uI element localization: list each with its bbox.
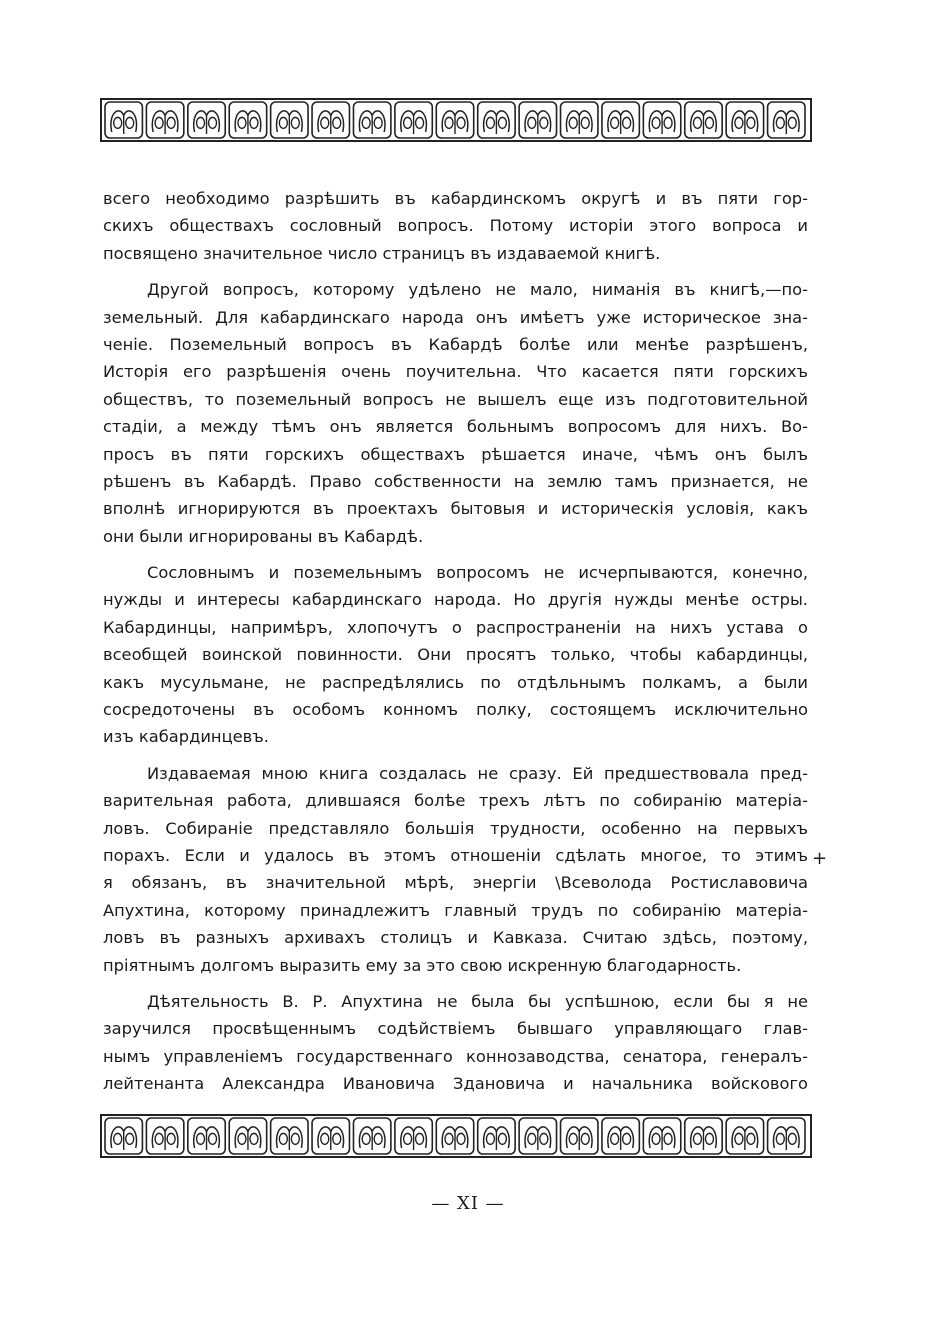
page-number: — XI — <box>431 1193 505 1214</box>
ornament-motif <box>602 1118 639 1154</box>
text-line: нужды и интересы кабардинскаго народа. Но другія нужды менѣе остры. <box>103 590 808 610</box>
text-line: заручился просвѣщеннымъ содѣйствіемъ бывшаго управляющаго глав- <box>103 1019 808 1039</box>
text-line: просъ въ пяти горскихъ обществахъ рѣшается иначе, чѣмъ онъ былъ <box>103 444 808 464</box>
text-line: я обязанъ, въ значительной мѣрѣ, энергіи \Всеволода Ростиславовича <box>103 873 808 893</box>
text-line: порахъ. Если и удалось въ этомъ отношеніи сдѣлать многое, то этимъ <box>103 845 808 865</box>
text-line: Издаваемая мною книга создалась не сразу. Ей предшествовала пред- <box>147 763 808 783</box>
body-text <box>103 185 808 1098</box>
ornament-motif <box>312 1118 349 1154</box>
text-line: какъ мусульмане, не распредѣлялись по отдѣльнымъ полкамъ, а были <box>103 672 808 692</box>
ornament-motif <box>188 102 225 138</box>
text-line: сосредоточены въ особомъ конномъ полку, состоящемъ исключительно <box>103 700 808 720</box>
ornament-motif <box>188 1118 225 1154</box>
paragraph <box>103 760 808 979</box>
bottom-ornamental-border <box>100 1114 812 1158</box>
ornament-motif <box>478 1118 515 1154</box>
ornament-motif <box>105 102 142 138</box>
text-line: ловъ въ разныхъ архивахъ столицъ и Кавказа. Считаю здѣсь, поэтому, <box>103 928 808 948</box>
ornament-motif <box>353 102 390 138</box>
ornament-motif <box>561 102 598 138</box>
text-line: они были игнорированы въ Кабардѣ. <box>103 526 424 546</box>
top-ornamental-border <box>100 98 812 142</box>
ornament-motif <box>726 102 763 138</box>
ornament-motif <box>478 102 515 138</box>
border-frame <box>101 1115 811 1157</box>
ornament-motif <box>436 102 473 138</box>
ornament-motif <box>146 102 183 138</box>
text-line: Исторія его разрѣшенія очень поучительна. Что касается пяти горскихъ <box>103 362 808 382</box>
text-line: стадіи, а между тѣмъ онъ является больнымъ вопросомъ для нихъ. Во- <box>103 417 808 437</box>
text-line: вполнѣ игнорируются въ проектахъ бытовыя и историческія условія, какъ <box>103 499 808 519</box>
ornament-motif <box>271 1118 308 1154</box>
paragraph <box>103 276 808 550</box>
ornament-motif <box>271 102 308 138</box>
ornament-motif <box>312 102 349 138</box>
text-line: ченіе. Поземельный вопросъ въ Кабардѣ болѣе или менѣе разрѣшенъ, <box>103 334 808 354</box>
text-line: Другой вопросъ, которому удѣлено не мало, ниманія въ книгѣ,—по- <box>147 280 808 300</box>
text-line: всего необходимо разрѣшить въ кабардинскомъ округѣ и въ пяти гор- <box>103 189 808 208</box>
margin-correction-mark: + <box>812 848 828 869</box>
text-line: варительная работа, длившаяся болѣе трехъ лѣтъ по собиранію матеріа- <box>103 791 808 811</box>
ornament-motif <box>519 1118 556 1154</box>
ornament-motif <box>685 102 722 138</box>
text-line: лейтенанта Александра Ивановича Здановича и начальника войскового <box>103 1074 808 1094</box>
text-line: Сословнымъ и поземельнымъ вопросомъ не исчерпываются, конечно, <box>147 563 808 583</box>
ornament-motif <box>436 1118 473 1154</box>
ornament-motif <box>643 102 680 138</box>
text-line: ловъ. Собираніе представляло большія трудности, особенно на первыхъ <box>103 818 808 838</box>
ornament-motif <box>685 1118 722 1154</box>
ornament-motif <box>643 1118 680 1154</box>
ornament-motif <box>395 102 432 138</box>
ornament-motif <box>353 1118 390 1154</box>
text-line: пріятнымъ долгомъ выразить ему за это свою искренную благодарность. <box>103 955 742 975</box>
border-frame <box>101 99 811 141</box>
ornament-motif <box>146 1118 183 1154</box>
text-line: скихъ обществахъ сословный вопросъ. Потому исторіи этого вопроса и <box>103 216 808 236</box>
text-line: изъ кабардинцевъ. <box>103 727 269 747</box>
text-line: рѣшенъ въ Кабардѣ. Право собственности на землю тамъ признается, не <box>103 471 808 491</box>
text-line: обществъ, то поземельный вопросъ не вышелъ еще изъ подготовительной <box>103 389 808 409</box>
text-line: Апухтина, которому принадлежитъ главный трудъ по собиранію матеріа- <box>103 900 808 920</box>
paragraph <box>103 559 808 751</box>
paragraph <box>103 988 808 1098</box>
text-line: нымъ управленіемъ государственнаго коннозаводства, сенатора, генералъ- <box>103 1046 808 1066</box>
ornament-motif <box>726 1118 763 1154</box>
ornament-motif <box>768 1118 805 1154</box>
paragraph <box>103 185 808 267</box>
text-line: Кабардинцы, напримѣръ, хлопочутъ о распространеніи на нихъ устава о <box>103 617 808 637</box>
ornament-motif <box>768 102 805 138</box>
text-line: земельный. Для кабардинскаго народа онъ имѣетъ уже историческое зна- <box>103 307 808 327</box>
text-line: Дѣятельность В. Р. Апухтина не была бы успѣшною, если бы я не <box>147 991 808 1011</box>
text-line: всеобщей воинской повинности. Они просятъ только, чтобы кабардинцы, <box>103 645 808 665</box>
ornament-motif <box>229 102 266 138</box>
ornament-motif <box>602 102 639 138</box>
ornament-motif <box>395 1118 432 1154</box>
ornament-motif <box>519 102 556 138</box>
ornament-motif <box>561 1118 598 1154</box>
text-line: посвящено значительное число страницъ въ издаваемой книгѣ. <box>103 243 661 263</box>
ornament-motif <box>105 1118 142 1154</box>
ornament-motif <box>229 1118 266 1154</box>
